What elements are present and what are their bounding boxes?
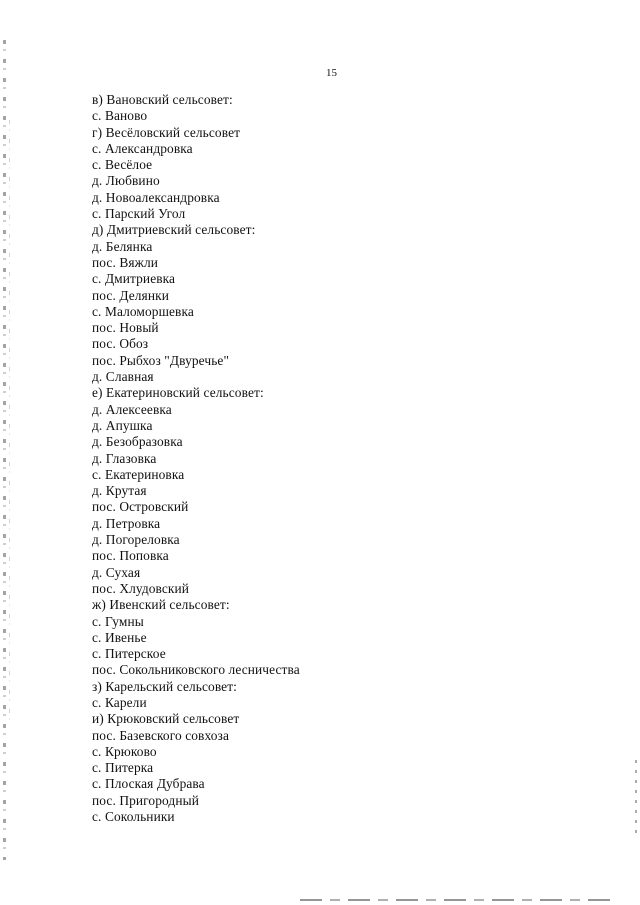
- list-item: с. Александровка: [92, 140, 193, 156]
- list-item: с. Плоская Дубрава: [92, 776, 205, 792]
- list-item: д. Любвино: [92, 173, 160, 189]
- list-item: пос. Базевского совхоза: [92, 727, 229, 743]
- list-item: с. Маломоршевка: [92, 303, 194, 319]
- list-item: с. Сокольники: [92, 809, 175, 825]
- list-item: з) Карельский сельсовет:: [92, 678, 237, 694]
- list-item: е) Екатериновский сельсовет:: [92, 385, 264, 401]
- scan-edge-left: [3, 40, 6, 860]
- list-item: пос. Рыбхоз "Двуречье": [92, 352, 230, 368]
- list-item: ж) Ивенский сельсовет:: [92, 597, 230, 613]
- list-item: д. Алексеевка: [92, 401, 172, 417]
- list-item: д) Дмитриевский сельсовет:: [92, 222, 256, 238]
- list-item: с. Екатериновка: [92, 466, 185, 482]
- list-item: пос. Хлудовский: [92, 580, 190, 596]
- list-item: д. Погореловка: [92, 532, 180, 548]
- list-item: с. Парский Угол: [92, 206, 186, 222]
- list-item: пос. Вяжли: [92, 254, 159, 270]
- list-item: г) Весёловский сельсовет: [92, 124, 241, 140]
- list-item: с. Питерка: [92, 760, 154, 776]
- list-item: с. Дмитриевка: [92, 271, 176, 287]
- list-item: пос. Обоз: [92, 336, 149, 352]
- list-item: д. Безобразовка: [92, 434, 183, 450]
- page-number: 15: [326, 67, 337, 79]
- list-item: пос. Поповка: [92, 548, 169, 564]
- list-item: д. Крутая: [92, 483, 147, 499]
- list-item: пос. Сокольниковского лесничества: [92, 662, 300, 678]
- list-item: с. Ивенье: [92, 629, 147, 645]
- list-item: д. Апушка: [92, 417, 153, 433]
- list-item: в) Вановский сельсовет:: [92, 92, 233, 107]
- list-item: пос. Делянки: [92, 287, 169, 303]
- list-item: с. Карели: [92, 694, 147, 710]
- list-item: с. Крюково: [92, 743, 157, 759]
- scan-edge-left-faint: [9, 120, 10, 720]
- list-item: д. Славная: [92, 369, 154, 385]
- list-item: д. Глазовка: [92, 450, 157, 466]
- list-item: с. Ваново: [92, 108, 148, 124]
- settlement-list: [92, 92, 620, 825]
- list-item: с. Гумны: [92, 613, 144, 629]
- list-item: д. Новоалександровка: [92, 189, 220, 205]
- list-item: д. Белянка: [92, 238, 153, 254]
- list-item: пос. Пригородный: [92, 792, 199, 808]
- list-item: с. Весёлое: [92, 157, 153, 173]
- list-item: с. Питерское: [92, 646, 166, 662]
- list-item: и) Крюковский сельсовет: [92, 711, 240, 727]
- list-item: д. Петровка: [92, 515, 161, 531]
- list-item: д. Сухая: [92, 564, 141, 580]
- list-item: пос. Островский: [92, 499, 189, 515]
- list-item: пос. Новый: [92, 320, 159, 336]
- scan-edge-bottom: [300, 899, 610, 901]
- scan-edge-right: [635, 760, 637, 840]
